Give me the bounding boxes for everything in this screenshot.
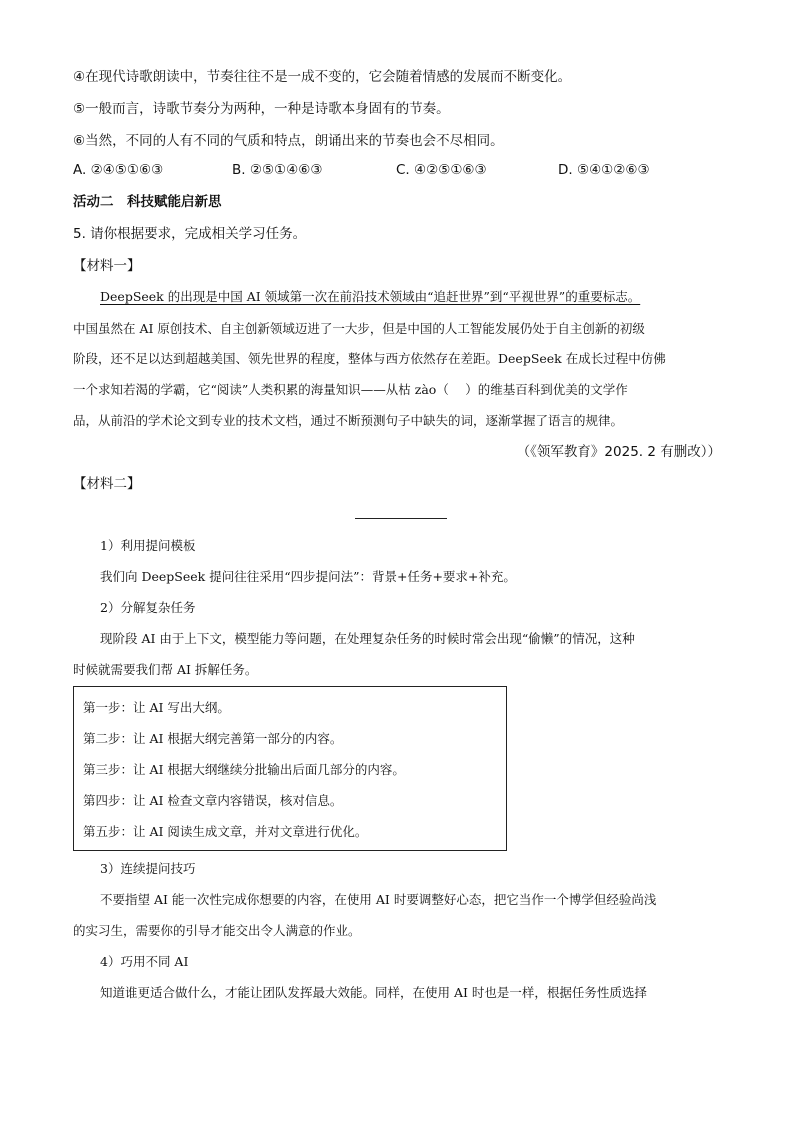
sentence-4: ④在现代诗歌朗读中，节奏往往不是一成不变的，它会随着情感的发展而不断变化。 — [73, 69, 572, 85]
title-blank-line — [355, 518, 447, 519]
material1-label: 【材料一】 — [73, 258, 141, 274]
material1-line-2: 中国虽然在 AI 原创技术、自主创新领域迈进了一大步，但是中国的人工智能发展仍处于自主创新的初级 — [73, 321, 645, 336]
item-1-line-1: 我们向 DeepSeek 提问往往采用“四步提问法”：背景+任务+要求+补充。 — [100, 569, 516, 584]
option-d: D. ⑤④①②⑥③ — [558, 162, 650, 178]
item-1-heading: 1）利用提问模板 — [100, 538, 196, 553]
sentence-6: ⑥当然，不同的人有不同的气质和特点，朗诵出来的节奏也会不尽相同。 — [73, 133, 504, 149]
material1-line-5: 品，从前沿的学术论文到专业的技术文档，通过不断预测句子中缺失的词，逐渐掌握了语言的规律。 — [73, 413, 624, 428]
material1-source: （《领军教育》2025. 2 有删改）） — [516, 444, 721, 460]
question-5: 5. 请你根据要求，完成相关学习任务。 — [73, 226, 307, 242]
step-1: 第一步：让 AI 写出大纲。 — [83, 700, 230, 715]
item-2-heading: 2）分解复杂任务 — [100, 600, 196, 615]
item-4-line-1: 知道谁更适合做什么，才能让团队发挥最大效能。同样，在使用 AI 时也是一样，根据任务性质选择 — [100, 985, 647, 1000]
step-3: 第三步：让 AI 根据大纲继续分批输出后面几部分的内容。 — [83, 762, 405, 777]
item-3-line-2: 的实习生，需要你的引导才能交出令人满意的作业。 — [73, 923, 361, 938]
material1-line-1: DeepSeek 的出现是中国 AI 领域第一次在前沿技术领域由“追赶世界”到“平视世界”的重要标志。 — [100, 289, 641, 304]
step-5: 第五步：让 AI 阅读生成文章，并对文章进行优化。 — [83, 824, 368, 839]
material2-label: 【材料二】 — [73, 476, 141, 492]
item-3-line-1: 不要指望 AI 能一次性完成你想要的内容，在使用 AI 时要调整好心态，把它当作一个博学但经验尚浅 — [100, 892, 657, 907]
item-2-line-2: 时候就需要我们帮 AI 拆解任务。 — [73, 662, 258, 677]
step-2: 第二步：让 AI 根据大纲完善第一部分的内容。 — [83, 731, 343, 746]
material1-line-4: 一个求知若渴的学霸，它“阅读”人类积累的海量知识——从枯 zào（ ）的维基百科到优美的文学作 — [73, 382, 628, 397]
option-c: C. ④②⑤①⑥③ — [396, 162, 487, 178]
item-3-heading: 3）连续提问技巧 — [100, 861, 196, 876]
sentence-5: ⑤一般而言，诗歌节奏分为两种，一种是诗歌本身固有的节奏。 — [73, 101, 450, 117]
steps-box — [73, 686, 507, 851]
item-2-line-1: 现阶段 AI 由于上下文，模型能力等问题，在处理复杂任务的时候时常会出现“偷懒”的情况，这种 — [100, 631, 635, 646]
activity-heading: 活动二 科技赋能启新思 — [73, 194, 222, 210]
item-4-heading: 4）巧用不同 AI — [100, 954, 189, 969]
material1-line-3: 阶段，还不足以达到超越美国、领先世界的程度，整体与西方依然存在差距。DeepSeek 在成长过程中仿佛 — [73, 351, 666, 366]
step-4: 第四步：让 AI 检查文章内容错误，核对信息。 — [83, 793, 343, 808]
option-b: B. ②⑤①④⑥③ — [232, 162, 323, 178]
option-a: A. ②④⑤①⑥③ — [73, 162, 164, 178]
